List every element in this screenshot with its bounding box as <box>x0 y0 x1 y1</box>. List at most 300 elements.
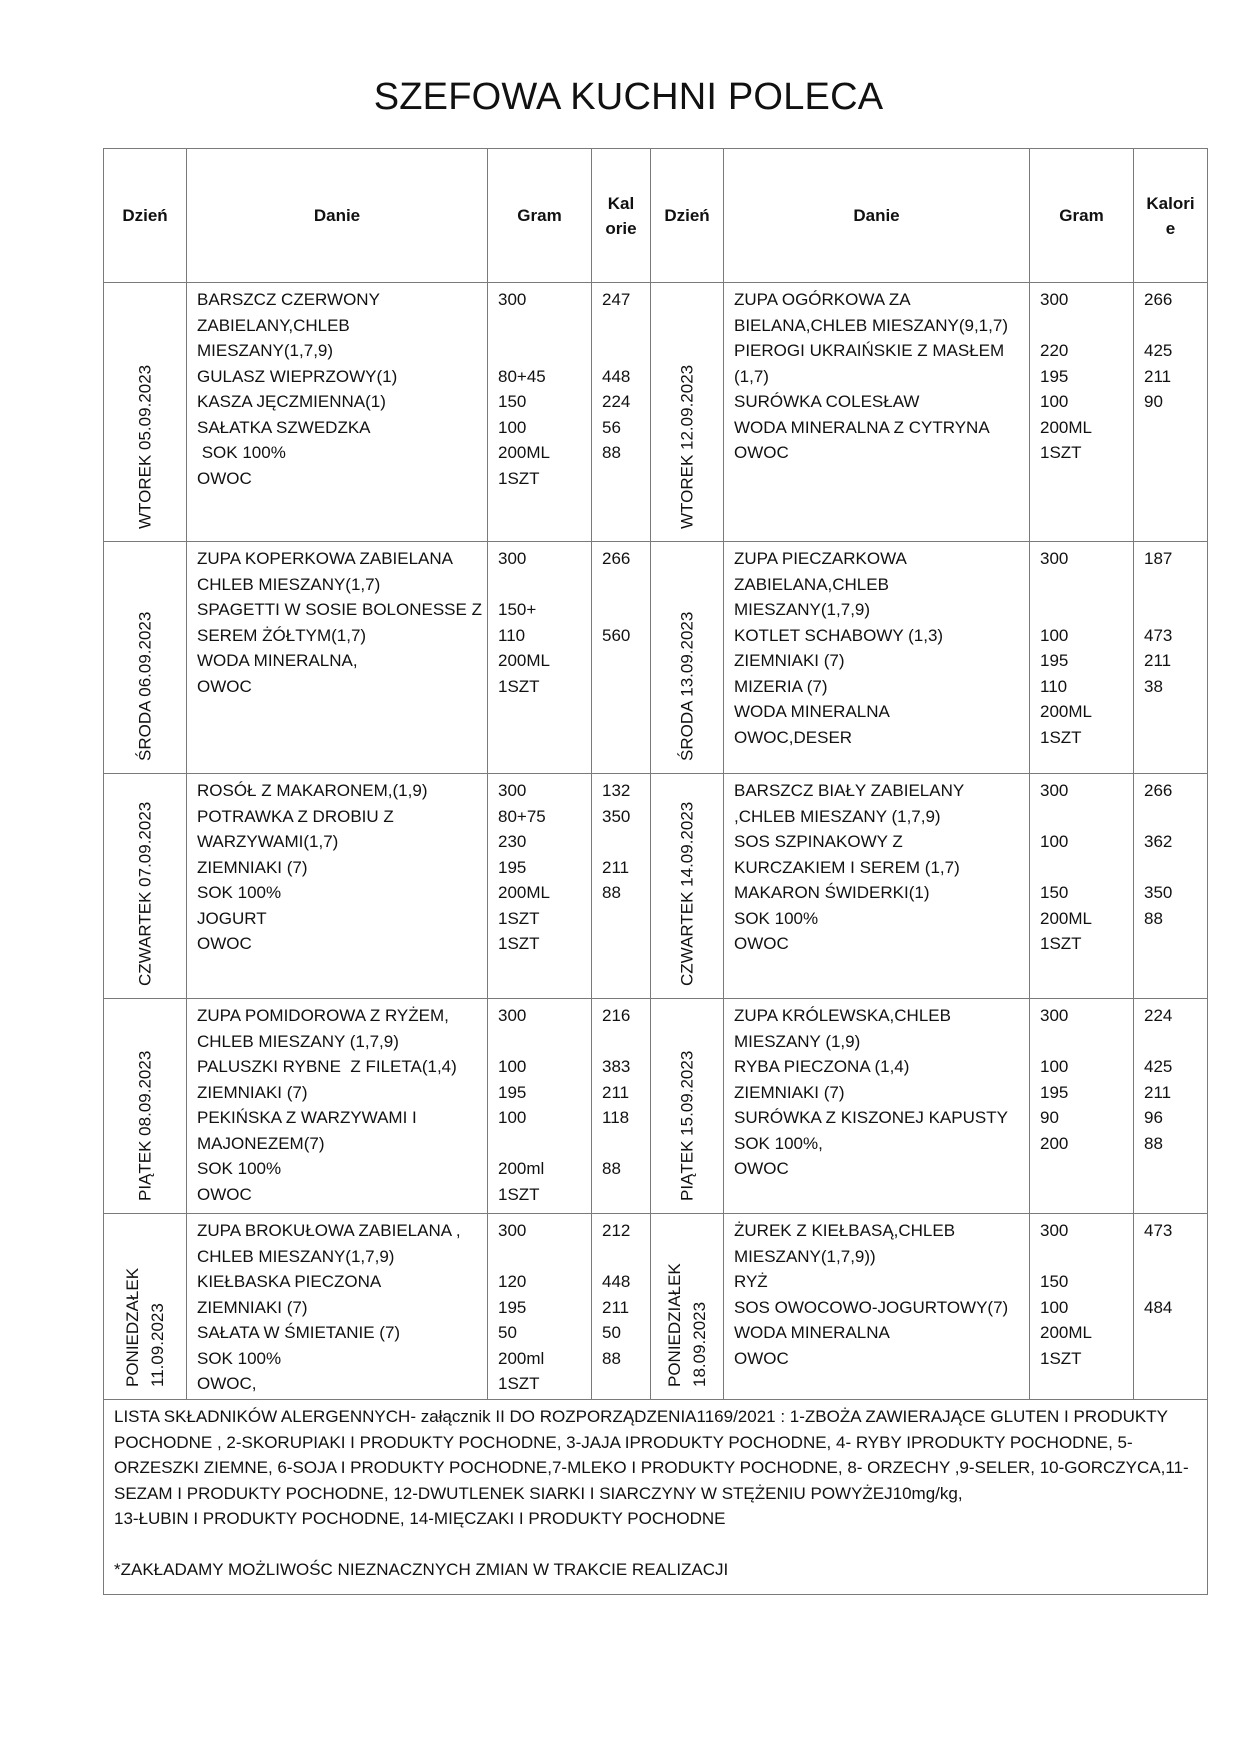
header-gram-right: Gram <box>1030 149 1134 283</box>
dish-line: ZIEMNIAKI (7) <box>734 1082 845 1102</box>
dish-line: BARSZCZ BIAŁY ZABIELANY <box>734 781 965 800</box>
kcal-value: 88 <box>602 443 621 462</box>
day-label-line: PONIEDZIAŁEK <box>665 1263 684 1387</box>
dish-line: OWOC,DESER <box>734 727 853 747</box>
dish-line: MIESZANY(1,7,9) <box>734 600 871 619</box>
dish-line: PEKIŃSKA Z WARZYWAMI I <box>197 1108 417 1127</box>
day-cell-left <box>104 999 187 1214</box>
kcal-cell-right <box>1134 999 1208 1214</box>
day-cell-left <box>104 774 187 999</box>
gram-value: 300 <box>498 1006 527 1025</box>
dish-line: KURCZAKIEM I SEREM (1,7) <box>734 857 960 877</box>
kcal-value <box>1144 931 1197 957</box>
kcal-value <box>602 931 640 957</box>
gram-value <box>498 572 581 598</box>
dish-line: OWOC <box>197 1184 252 1204</box>
gram-value: 100 <box>498 417 527 437</box>
kcal-value: 216 <box>602 1006 631 1025</box>
kcal-value: 383 <box>602 1057 631 1076</box>
gram-value: 220 <box>1040 341 1069 360</box>
day-row <box>104 542 1208 774</box>
menu-body <box>104 283 1208 1400</box>
dish-line: MAKARON ŚWIDERKI(1) <box>734 883 930 902</box>
day-label <box>675 365 700 529</box>
dish-line: SOK 100%, <box>734 1133 823 1153</box>
kcal-value <box>1144 440 1197 466</box>
gram-value: 50 <box>498 1323 517 1342</box>
kcal-value <box>1144 1269 1197 1295</box>
dish-line: MAJONEZEM(7) <box>197 1133 325 1153</box>
day-label <box>133 365 158 529</box>
dish-line: OWOC <box>197 468 252 488</box>
gram-cell-left <box>488 283 592 542</box>
kcal-value: 211 <box>1144 366 1172 386</box>
gram-value: 1SZT <box>1040 1348 1082 1368</box>
page-title-text: SZEFOWA KUCHNI POLECA <box>373 76 884 118</box>
day-label <box>662 1263 712 1387</box>
gram-value: 200ML <box>498 883 550 902</box>
kcal-value <box>602 338 640 364</box>
gram-cell-right <box>1030 1214 1134 1400</box>
dish-line: SOK 100% <box>197 883 282 902</box>
table-header-row <box>104 149 1208 283</box>
dish-line: SEREM ŻÓŁTYM(1,7) <box>197 625 367 645</box>
dish-line: SOK 100% <box>197 1348 282 1368</box>
day-label-line: CZWARTEK 14.09.2023 <box>677 801 697 986</box>
dish-line: SOK 100% <box>197 1159 282 1178</box>
allergen-footer <box>104 1400 1208 1595</box>
dish-line: SOS SZPINAKOWY Z <box>734 832 903 851</box>
gram-value: 200ML <box>1040 417 1092 437</box>
kcal-value <box>602 1182 640 1208</box>
dish-line: ZUPA OGÓRKOWA ZA <box>734 290 911 309</box>
kcal-value: 90 <box>1144 392 1163 411</box>
dish-line: SAŁATKA SZWEDZKA <box>197 417 371 437</box>
header-kcal-left-line1: Kal <box>607 193 635 213</box>
gram-value: 1SZT <box>498 1374 540 1393</box>
gram-value <box>498 338 581 364</box>
dish-line: OWOC <box>734 443 789 462</box>
gram-value: 195 <box>498 1082 527 1102</box>
day-label <box>120 1268 170 1387</box>
gram-value: 100 <box>1040 1057 1069 1076</box>
allergen-line: 13-ŁUBIN I PRODUKTY POCHODNE, 14-MIĘCZAKI I PRODUKTY POCHODNE <box>114 1509 726 1528</box>
kcal-value <box>1144 1244 1197 1270</box>
gram-value <box>1040 1244 1123 1270</box>
dish-line: SAŁATA W ŚMIETANIE (7) <box>197 1323 401 1342</box>
gram-value <box>1040 1029 1123 1055</box>
day-label <box>675 1051 700 1201</box>
page-title <box>0 76 1241 119</box>
header-kcal-left <box>592 149 651 283</box>
day-label <box>133 1051 158 1201</box>
gram-value: 150 <box>498 392 527 411</box>
dish-line: WODA MINERALNA, <box>197 651 358 670</box>
gram-value: 110 <box>1040 676 1068 696</box>
gram-value: 1SZT <box>498 934 540 953</box>
dishes-cell-right <box>724 283 1030 542</box>
dishes-cell-left <box>187 774 488 999</box>
day-cell-right <box>651 542 724 774</box>
dish-line: CHLEB MIESZANY (1,7,9) <box>197 1031 399 1051</box>
gram-value: 100 <box>498 1108 527 1127</box>
day-label <box>133 612 158 761</box>
kcal-value: 224 <box>602 392 631 411</box>
kcal-cell-right <box>1134 774 1208 999</box>
kcal-value <box>602 1244 640 1270</box>
dish-line: ŻUREK Z KIEŁBASĄ,CHLEB <box>734 1221 956 1240</box>
kcal-value: 50 <box>602 1323 621 1342</box>
gram-value: 200ml <box>498 1348 545 1368</box>
kcal-value <box>1144 1156 1197 1182</box>
dish-line: ROSÓŁ Z MAKARONEM,(1,9) <box>197 781 428 800</box>
gram-cell-left <box>488 774 592 999</box>
kcal-value: 266 <box>602 549 631 568</box>
kcal-value: 118 <box>602 1108 630 1127</box>
day-row <box>104 1214 1208 1400</box>
dishes-cell-right <box>724 1214 1030 1400</box>
gram-value <box>498 1131 581 1157</box>
gram-value: 120 <box>498 1272 527 1291</box>
kcal-value <box>602 648 640 674</box>
gram-value: 300 <box>1040 781 1069 800</box>
gram-value <box>1040 804 1123 830</box>
dishes-cell-right <box>724 999 1030 1214</box>
gram-value: 100 <box>1040 625 1069 645</box>
kcal-cell-right <box>1134 542 1208 774</box>
kcal-value: 448 <box>602 366 631 386</box>
kcal-value: 211 <box>1144 651 1172 670</box>
day-label-line: WTOREK 12.09.2023 <box>677 364 697 529</box>
kcal-value <box>1144 1346 1197 1372</box>
dishes-cell-right <box>724 542 1030 774</box>
footer-row <box>104 1400 1208 1595</box>
day-label <box>675 612 700 761</box>
dishes-cell-right <box>724 774 1030 999</box>
gram-value <box>498 1244 581 1270</box>
dish-line: JOGURT <box>197 908 267 928</box>
gram-value: 300 <box>498 549 527 568</box>
dish-line: SURÓWKA Z KISZONEJ KAPUSTY <box>734 1108 1008 1127</box>
gram-value: 110 <box>498 625 526 645</box>
gram-value: 195 <box>498 857 527 877</box>
gram-value <box>1040 1156 1123 1182</box>
kcal-value: 38 <box>1144 676 1163 696</box>
day-label-line: PIĄTEK 08.09.2023 <box>135 1050 155 1201</box>
gram-value: 100 <box>1040 832 1069 851</box>
header-day-right: Dzień <box>651 149 724 283</box>
dish-line: MIZERIA (7) <box>734 676 828 696</box>
dish-line: CHLEB MIESZANY(1,7,9) <box>197 1246 395 1266</box>
gram-value: 200ML <box>1040 1323 1092 1342</box>
dish-line: WODA MINERALNA <box>734 702 890 721</box>
dish-line: OWOC <box>734 1348 789 1368</box>
allergen-line: LISTA SKŁADNIKÓW ALERGENNYCH- załącznik II DO ROZPORZĄDZENIA1169/2021 : 1-ZBOŻA ZAWIERAJĄCE GLUTEN I PRODUKTY <box>114 1407 1168 1426</box>
header-dishes-right: Danie <box>724 149 1030 283</box>
gram-value: 300 <box>498 781 527 800</box>
gram-cell-left <box>488 999 592 1214</box>
dish-line: SURÓWKA COLESŁAW <box>734 392 920 411</box>
dish-line: BIELANA,CHLEB MIESZANY(9,1,7) <box>734 315 1008 335</box>
dish-line: MIESZANY(1,7,9)) <box>734 1246 876 1266</box>
gram-value <box>1040 572 1123 598</box>
day-label-line: ŚRODA 06.09.2023 <box>135 611 155 761</box>
gram-value: 1SZT <box>1040 727 1082 747</box>
dish-line: PIEROGI UKRAIŃSKIE Z MASŁEM <box>734 341 1005 360</box>
dish-line: OWOC <box>734 1159 789 1178</box>
gram-value: 150+ <box>498 600 537 619</box>
dish-line: OWOC <box>734 934 789 953</box>
kcal-value: 560 <box>602 625 631 645</box>
gram-value: 195 <box>1040 1082 1069 1102</box>
kcal-value: 247 <box>602 290 631 309</box>
day-row <box>104 283 1208 542</box>
dish-line: WARZYWAMI(1,7) <box>197 832 339 851</box>
dish-line: ZUPA KRÓLEWSKA,CHLEB <box>734 1006 951 1025</box>
dish-line: OWOC, <box>197 1374 257 1393</box>
dish-line: MIESZANY (1,9) <box>734 1031 861 1051</box>
kcal-value <box>1144 313 1197 339</box>
header-day-left: Dzień <box>104 149 187 283</box>
day-label-line: ŚRODA 13.09.2023 <box>677 611 697 761</box>
day-cell-right <box>651 774 724 999</box>
gram-value: 195 <box>1040 366 1069 386</box>
day-label <box>133 802 158 986</box>
kcal-value <box>1144 415 1197 441</box>
kcal-cell-left <box>592 999 651 1214</box>
gram-value <box>498 1029 581 1055</box>
gram-value: 100 <box>498 1057 527 1076</box>
kcal-value <box>1144 804 1197 830</box>
gram-value: 100 <box>1040 392 1069 411</box>
gram-value: 200ML <box>1040 702 1092 721</box>
kcal-cell-left <box>592 542 651 774</box>
dish-line: ZUPA POMIDOROWA Z RYŻEM, <box>197 1006 449 1025</box>
dish-line: ZIEMNIAKI (7) <box>197 857 308 877</box>
kcal-value: 484 <box>1144 1297 1173 1317</box>
header-dishes-left: Danie <box>187 149 488 283</box>
dish-line: KOTLET SCHABOWY (1,3) <box>734 625 944 645</box>
gram-value: 80+45 <box>498 366 546 386</box>
day-cell-right <box>651 283 724 542</box>
gram-value: 200ML <box>1040 908 1092 928</box>
kcal-value: 473 <box>1144 625 1173 645</box>
gram-value: 300 <box>1040 290 1069 309</box>
dish-line: KIEŁBASKA PIECZONA <box>197 1272 382 1291</box>
kcal-value <box>602 1371 640 1397</box>
allergen-line: ORZESZKI ZIEMNE, 6-SOJA I PRODUKTY POCHODNE,7-MLEKO I PRODUKTY POCHODNE, 8- ORZECHY ,9-SELER, 10-GORCZYCA,11- <box>114 1458 1189 1477</box>
dish-line: KASZA JĘCZMIENNA(1) <box>197 392 386 411</box>
gram-value: 150 <box>1040 883 1069 902</box>
kcal-cell-right <box>1134 1214 1208 1400</box>
day-row <box>104 999 1208 1214</box>
kcal-value: 211 <box>602 857 630 877</box>
kcal-value <box>1144 1029 1197 1055</box>
kcal-value: 211 <box>602 1082 630 1102</box>
dish-line: WODA MINERALNA <box>734 1323 890 1342</box>
kcal-value: 211 <box>1144 1082 1172 1102</box>
gram-value: 300 <box>1040 549 1069 568</box>
gram-value: 195 <box>498 1297 527 1317</box>
day-label-line: 11.09.2023 <box>148 1303 167 1387</box>
gram-value: 1SZT <box>498 468 540 488</box>
gram-cell-left <box>488 1214 592 1400</box>
kcal-value: 56 <box>602 417 621 437</box>
day-cell-left <box>104 283 187 542</box>
kcal-cell-left <box>592 1214 651 1400</box>
day-label <box>675 802 700 986</box>
dishes-cell-left <box>187 542 488 774</box>
header-kcal-left-line2: orie <box>605 218 637 238</box>
dish-line: RYBA PIECZONA (1,4) <box>734 1057 910 1076</box>
kcal-value: 88 <box>1144 1133 1163 1153</box>
dish-line: ZUPA BROKUŁOWA ZABIELANA , <box>197 1221 461 1240</box>
header-gram-left: Gram <box>488 149 592 283</box>
dish-line: GULASZ WIEPRZOWY(1) <box>197 366 398 386</box>
dish-line: ZUPA PIECZARKOWA <box>734 549 907 568</box>
kcal-value: 212 <box>602 1221 631 1240</box>
day-label-line: PONIEDZAŁEK <box>123 1267 142 1387</box>
gram-value <box>498 313 581 339</box>
header-kcal-right <box>1134 149 1208 283</box>
day-cell-left <box>104 1214 187 1400</box>
kcal-value <box>602 313 640 339</box>
footer-gap <box>114 1532 1197 1558</box>
dish-line: ZIEMNIAKI (7) <box>197 1297 308 1317</box>
dish-line: OWOC <box>197 934 252 953</box>
kcal-value: 132 <box>602 781 631 800</box>
gram-value: 80+75 <box>498 806 546 826</box>
dish-line: POTRAWKA Z DROBIU Z <box>197 806 394 826</box>
gram-value: 150 <box>1040 1272 1069 1291</box>
day-label-line: WTOREK 05.09.2023 <box>135 364 155 529</box>
dish-line: ZABIELANY,CHLEB <box>197 315 350 335</box>
kcal-value <box>1144 597 1197 623</box>
kcal-value: 448 <box>602 1272 631 1291</box>
gram-cell-left <box>488 542 592 774</box>
dish-line: WODA MINERALNA Z CYTRYNA <box>734 417 990 437</box>
day-label-line: PIĄTEK 15.09.2023 <box>677 1050 697 1201</box>
kcal-value: 266 <box>1144 290 1173 309</box>
gram-value: 200 <box>1040 1133 1069 1153</box>
kcal-value <box>1144 855 1197 881</box>
dish-line: BARSZCZ CZERWONY <box>197 290 380 309</box>
kcal-value: 88 <box>602 883 621 902</box>
kcal-value <box>602 1029 640 1055</box>
kcal-value <box>602 829 640 855</box>
gram-value: 300 <box>1040 1221 1069 1240</box>
day-row <box>104 774 1208 999</box>
kcal-value: 224 <box>1144 1006 1173 1025</box>
kcal-value: 350 <box>1144 883 1173 902</box>
changes-note: *ZAKŁADAMY MOŻLIWOŚC NIEZNACZNYCH ZMIAN W TRAKCIE REALIZACJI <box>114 1560 729 1579</box>
kcal-value <box>1144 699 1197 725</box>
dish-line: SOK 100% <box>734 908 819 928</box>
kcal-value <box>602 466 640 492</box>
dish-line: ,CHLEB MIESZANY (1,7,9) <box>734 806 941 826</box>
dish-line: SOS OWOCOWO-JOGURTOWY(7) <box>734 1297 1009 1317</box>
dish-line: (1,7) <box>734 366 769 386</box>
gram-value: 1SZT <box>498 1184 540 1204</box>
menu-table <box>103 148 1208 1595</box>
gram-value: 300 <box>498 1221 527 1240</box>
kcal-value <box>1144 1320 1197 1346</box>
dish-line: SPAGETTI W SOSIE BOLONESSE Z <box>197 600 482 619</box>
gram-cell-right <box>1030 283 1134 542</box>
kcal-value: 211 <box>602 1297 630 1317</box>
kcal-value <box>602 597 640 623</box>
header-kcal-right-line2: e <box>1165 218 1176 238</box>
gram-cell-right <box>1030 774 1134 999</box>
gram-value: 300 <box>1040 1006 1069 1025</box>
kcal-cell-left <box>592 283 651 542</box>
kcal-cell-left <box>592 774 651 999</box>
dish-line: SOK 100% <box>197 443 286 462</box>
kcal-value: 425 <box>1144 1057 1173 1076</box>
gram-value: 1SZT <box>498 676 540 696</box>
gram-value: 300 <box>498 290 527 309</box>
day-cell-left <box>104 542 187 774</box>
dish-line: ZABIELANA,CHLEB <box>734 574 889 594</box>
dish-line: ZIEMNIAKI (7) <box>197 1082 308 1102</box>
kcal-value <box>602 906 640 932</box>
gram-value <box>1040 313 1123 339</box>
gram-value: 200ml <box>498 1159 545 1178</box>
dishes-cell-left <box>187 283 488 542</box>
dish-line: ZIEMNIAKI (7) <box>734 651 845 670</box>
gram-value: 1SZT <box>1040 443 1082 462</box>
kcal-value: 88 <box>602 1159 621 1178</box>
kcal-cell-right <box>1134 283 1208 542</box>
kcal-value <box>602 674 640 700</box>
kcal-value: 88 <box>602 1348 621 1368</box>
allergen-list <box>114 1404 1197 1532</box>
allergen-line: SEZAM I PRODUKTY POCHODNE, 12-DWUTLENEK SIARKI I SIARCZYNY W STĘŻENIU POWYŻEJ10mg/kg, <box>114 1483 963 1503</box>
kcal-value <box>602 1131 640 1157</box>
header-kcal-right-line1: Kalori <box>1146 193 1195 213</box>
kcal-value: 425 <box>1144 341 1173 360</box>
gram-value: 230 <box>498 832 527 851</box>
day-label-line: CZWARTEK 07.09.2023 <box>135 801 155 986</box>
allergen-line: POCHODNE , 2-SKORUPIAKI I PRODUKTY POCHODNE, 3-JAJA IPRODUKTY POCHODNE, 4- RYBY IPRODUKTY POCHODNE, 5- <box>114 1432 1133 1452</box>
dish-line: CHLEB MIESZANY(1,7) <box>197 574 381 594</box>
kcal-value: 88 <box>1144 908 1163 928</box>
dishes-cell-left <box>187 1214 488 1400</box>
dish-line: OWOC <box>197 676 252 696</box>
dish-line: MIESZANY(1,7,9) <box>197 341 334 360</box>
gram-value: 200ML <box>498 443 550 462</box>
day-cell-right <box>651 999 724 1214</box>
gram-cell-right <box>1030 542 1134 774</box>
kcal-value: 96 <box>1144 1108 1163 1127</box>
dish-line: ZUPA KOPERKOWA ZABIELANA <box>197 549 454 568</box>
kcal-value <box>1144 725 1197 751</box>
gram-value: 100 <box>1040 1297 1069 1317</box>
gram-value: 200ML <box>498 651 550 670</box>
day-label-line: 18.09.2023 <box>690 1301 709 1387</box>
gram-value <box>1040 855 1123 881</box>
gram-cell-right <box>1030 999 1134 1214</box>
kcal-value <box>1144 572 1197 598</box>
kcal-value <box>602 572 640 598</box>
kcal-value: 473 <box>1144 1221 1173 1240</box>
kcal-value: 362 <box>1144 832 1173 851</box>
day-cell-right <box>651 1214 724 1400</box>
gram-value: 90 <box>1040 1108 1059 1127</box>
dish-line: PALUSZKI RYBNE Z FILETA(1,4) <box>197 1057 457 1076</box>
kcal-value: 187 <box>1144 549 1173 568</box>
gram-value: 195 <box>1040 651 1069 670</box>
